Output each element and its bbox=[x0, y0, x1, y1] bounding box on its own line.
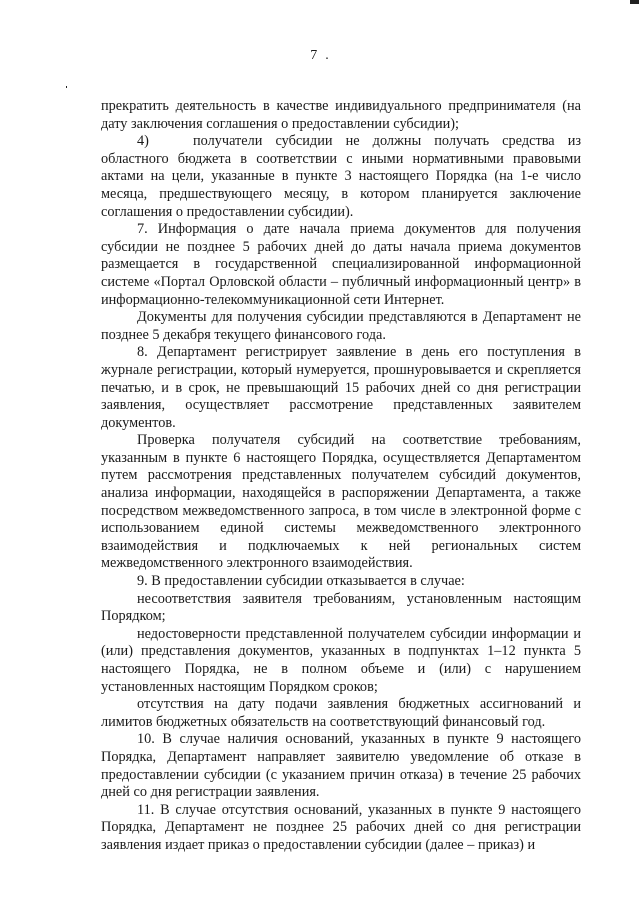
paragraph-documents-deadline: Документы для получения субсидии представляются в Департамент не позднее 5 декабря текущего финансового года. bbox=[101, 309, 581, 343]
paragraph-refusal-reason-2: недостоверности представленной получателем субсидии информации и (или) представления документов, указанных в подпунктах 1–12 пункта 5 настоящего Порядка, не в полном объеме и (или) с нарушением установленных настоящим Порядком сроков; bbox=[101, 625, 581, 695]
scan-mark-top-right bbox=[630, 0, 639, 4]
paragraph-refusal-reason-1: несоответствия заявителя требованиям, установленным настоящим Порядком; bbox=[101, 590, 581, 625]
paragraph-continuation: прекратить деятельность в качестве индивидуального предпринимателя (на дату заключения соглашения о предоставлении субсидии); bbox=[101, 98, 581, 132]
paragraph-9: 9. В предоставлении субсидии отказывается в случае: bbox=[137, 573, 465, 590]
paragraph-7: 7. Информация о дате начала приема документов для получения субсидии не позднее 5 рабочих дней до даты начала приема документов размещается в государственной специализированной информационной системе «Портал Орловской области – публичный информационный центр» в информационно-телекоммуникационной сети Интернет. bbox=[101, 221, 581, 308]
page-number bbox=[0, 48, 639, 64]
item-4-number: 4) bbox=[137, 133, 149, 150]
page-number-value: 7 bbox=[310, 48, 318, 63]
paragraph-8: 8. Департамент регистрирует заявление в день его поступления в журнале регистрации, который нумеруется, прошнуровывается и скрепляется печатью, и в срок, не превышающий 15 рабочих дней со дня регистрации заявления, осуществляет рассмотрение представленных заявителем документов. bbox=[101, 344, 581, 431]
paragraph-10: 10. В случае наличия оснований, указанных в пункте 9 настоящего Порядка, Департамент направляет заявителю уведомление об отказе в предоставлении субсидии (с указанием причин отказа) в течение 25 рабочих дней со дня регистрации заявления. bbox=[101, 731, 581, 801]
paragraph-item-4 bbox=[101, 133, 581, 221]
scan-mark-left bbox=[66, 86, 67, 88]
paragraph-refusal-reason-3: отсутствия на дату подачи заявления бюджетных ассигнований и лимитов бюджетных обязательств на соответствующий финансовый год. bbox=[101, 696, 581, 730]
page-number-dot: . bbox=[325, 48, 329, 63]
item-4-text: получатели субсидии не должны получать средства из областного бюджета в соответствии с иными нормативными правовыми актами на цели, указанные в пункте 3 настоящего Порядка (на 1-е число месяца, предшествующего месяцу, в котором планируется заключение соглашения о предоставлении субсидии). bbox=[101, 133, 581, 220]
paragraph-11: 11. В случае отсутствия оснований, указанных в пункте 9 настоящего Порядка, Департамент не позднее 25 рабочих дней со дня регистрации заявления издает приказ о предоставлении субсидии (далее – приказ) и bbox=[101, 801, 581, 853]
paragraph-verification: Проверка получателя субсидий на соответствие требованиям, указанным в пункте 6 настоящего Порядка, осуществляется Департаментом путем рассмотрения представленных получателем субсидий документов, анализа информации, находящейся в распоряжении Департамента, а также посредством межведомственного запроса, в том числе в электронной форме с использованием единой системы межведомственного электронного взаимодействия и подключаемых к ней региональных систем межведомственного электронного взаимодействия. bbox=[101, 432, 581, 572]
document-body bbox=[101, 98, 581, 855]
